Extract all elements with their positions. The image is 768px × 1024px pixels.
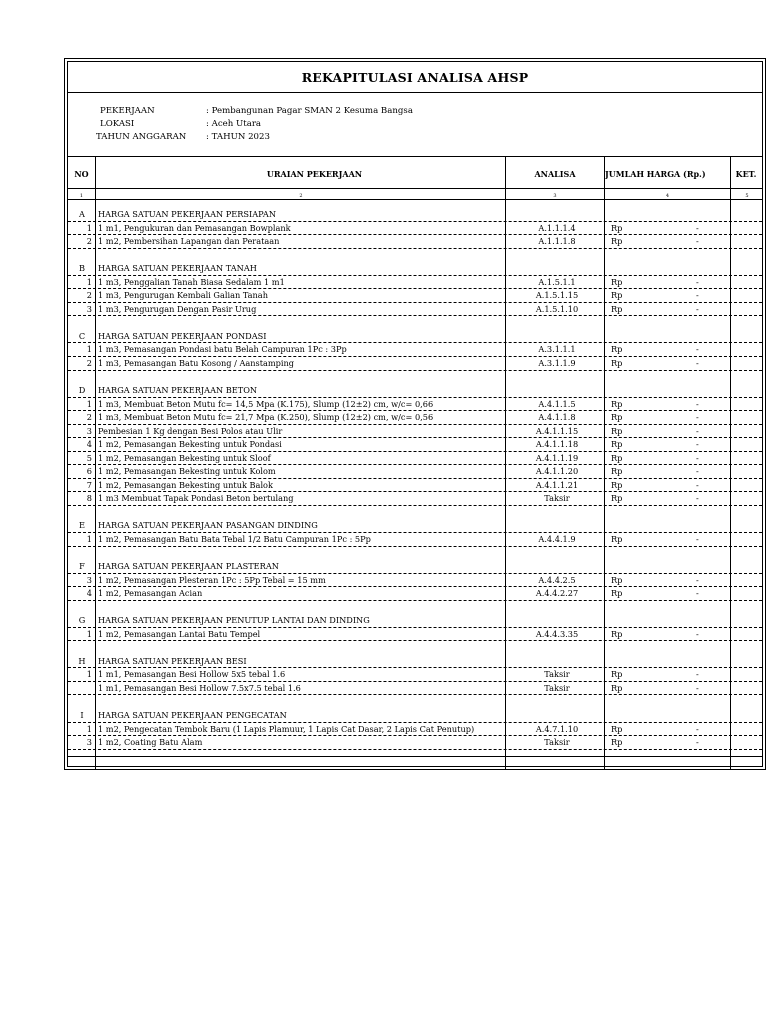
row-amount: - [696,737,699,748]
row-amount: - [696,628,699,639]
row-analisa-code: A.4.4.1.9 [538,534,576,544]
section-code: C [78,330,86,341]
section-code: I [80,709,84,720]
info-label-tahun: TAHUN ANGGARAN [96,132,187,142]
row-description: 1 m2, Pemasangan Bekesting untuk Balok [98,479,273,490]
row-description: 1 m1, Pengukuran dan Pemasangan Bowplank [98,222,291,233]
row-currency: Rp [611,628,623,639]
row-amount: - [696,303,699,314]
row-number: 1 [86,276,92,287]
row-amount: - [696,669,699,680]
colnum-2: 2 [299,193,303,199]
row-description: 1 m2, Coating Batu Alam [98,737,203,748]
table-row [68,438,762,452]
row-amount: - [696,493,699,504]
row-amount: - [696,412,699,423]
section-title: HARGA SATUAN PEKERJAAN BETON [98,385,258,395]
row-currency: Rp [611,303,623,314]
document-sheet [64,58,766,770]
row-number: 1 [86,222,92,233]
section-title: HARGA SATUAN PEKERJAAN PASANGAN DINDING [98,520,318,531]
section-code: H [78,655,86,666]
info-value-tahun: : TAHUN 2023 [206,132,270,142]
row-currency: Rp [611,439,623,450]
table-row [68,682,762,696]
row-currency: Rp [611,452,623,463]
row-currency: Rp [611,290,623,301]
row-number: 2 [86,357,92,368]
row-currency: Rp [611,682,623,693]
row-currency: Rp [611,412,623,423]
row-description: 1 m2, Pemasangan Plesteran 1Pc : 5Pp Tebal = 15 mm [98,574,326,585]
row-amount: - [696,588,699,599]
row-analisa-code: Taksir [544,493,570,504]
row-number: 1 [86,628,92,639]
table-row [68,452,762,466]
colnum-4: 4 [665,193,670,199]
row-currency: Rp [611,479,623,490]
row-amount: - [696,479,699,490]
section-row [68,709,762,723]
row-number: 3 [86,425,92,436]
row-amount: - [696,534,699,544]
row-analisa-code: A.1.5.1.10 [535,303,579,314]
section-title: HARGA SATUAN PEKERJAAN TANAH [98,263,257,274]
row-description: 1 m3 Membuat Tapak Pondasi Beton bertulang [98,493,294,504]
row-analisa-code: Taksir [544,737,570,748]
row-description: 1 m3, Membuat Beton Mutu fc= 14,5 Mpa (K.175), Slump (12±2) cm, w/c= 0,66 [98,398,434,409]
section-title: HARGA SATUAN PEKERJAAN PERSIAPAN [98,209,276,219]
row-number: 2 [86,412,92,423]
colnum-3: 3 [553,193,557,199]
row-description: 1 m3, Pengurugan Kembali Galian Tanah [98,290,268,301]
table-row [68,222,762,236]
row-currency: Rp [611,669,623,680]
row-number: 1 [86,398,92,409]
row-number: 1 [86,534,92,544]
section-row [68,614,762,628]
row-analisa-code: A.4.1.1.20 [535,466,579,477]
table-row [68,723,762,737]
section-title: HARGA SATUAN PEKERJAAN PLASTERAN [98,561,279,572]
section-row [68,384,762,398]
section-code: G [78,615,86,626]
row-currency: Rp [611,723,623,734]
row-currency: Rp [611,425,623,436]
row-number: 1 [86,344,92,355]
section-row [68,330,762,344]
header-analisa: ANALISA [534,169,576,179]
row-analisa-code: A.3.1.1.1 [538,344,576,355]
section-code: A [79,209,85,219]
row-number: 5 [86,452,92,463]
table-row [68,668,762,682]
row-amount: - [696,276,699,287]
row-description: 1 m3, Pengurugan Dengan Pasir Urug [98,303,257,314]
row-description: 1 m2, Pemasangan Acian [98,588,203,599]
row-analisa-code: A.4.1.1.19 [535,452,579,463]
header-no: NO [74,169,89,179]
row-number: 2 [86,236,92,247]
row-analisa-code: A.4.1.1.5 [538,398,576,409]
section-code: B [78,263,86,274]
section-row [68,208,762,222]
row-currency: Rp [611,493,623,504]
header-jumlah: JUMLAH HARGA (Rp.) [605,169,706,179]
table-row [68,276,762,290]
row-separator [68,505,762,506]
row-analisa-code: A.1.1.1.4 [538,222,576,233]
row-separator [68,315,762,316]
row-analisa-code: A.3.1.1.9 [538,357,576,368]
table-row [68,533,762,547]
row-number: 3 [86,737,92,748]
section-title: HARGA SATUAN PEKERJAAN BESI [98,655,247,666]
row-amount: - [696,425,699,436]
row-currency: Rp [611,574,623,585]
row-description: 1 m2, Pemasangan Batu Bata Tebal 1/2 Batu Campuran 1Pc : 5Pp [98,534,371,544]
info-value-lokasi: : Aceh Utara [206,119,262,129]
document-frame [67,61,763,767]
table-row [68,492,762,506]
row-number: 4 [86,588,92,599]
row-description: 1 m2, Pemasangan Bekesting untuk Sloof [98,452,271,463]
colnum-bottom-rule [68,199,762,200]
row-analisa-code: A.4.1.1.8 [538,412,576,423]
section-row [68,655,762,669]
document-title: REKAPITULASI ANALISA AHSP [301,70,529,85]
table-row [68,398,762,412]
row-description: 1 m2, Pemasangan Bekesting untuk Kolom [98,466,276,477]
row-description: 1 m3, Pemasangan Batu Kosong / Aanstamping [98,357,295,368]
row-analisa-code: A.1.5.1.1 [538,276,576,287]
row-currency: Rp [611,357,623,368]
info-label-pekerjaan: PEKERJAAN [100,106,155,116]
table-row [68,628,762,642]
row-description: 1 m3, Penggalian Tanah Biasa Sedalam 1 m1 [98,276,285,287]
section-code: D [78,385,86,395]
row-analisa-code: A.4.1.1.18 [535,439,579,450]
row-analisa-code: A.4.7.1.10 [535,723,579,734]
row-number: 6 [86,466,92,477]
section-code: E [79,520,85,531]
row-analisa-code: A.1.5.1.15 [535,290,579,301]
table-row [68,357,762,371]
title-divider [68,92,762,93]
row-currency: Rp [611,236,623,247]
row-amount: - [696,357,699,368]
row-description: 1 m2, Pembersihan Lapangan dan Perataan [98,236,280,247]
colnum-1: 1 [79,193,84,199]
row-separator [68,546,762,547]
header-bottom-rule [68,188,762,189]
row-description: 1 m2, Pemasangan Bekesting untuk Pondasi [98,439,282,450]
section-title: HARGA SATUAN PEKERJAAN PENGECATAN [98,709,287,720]
row-description: 1 m2, Pemasangan Lantai Batu Tempel [98,628,261,639]
row-separator [68,749,762,750]
row-currency: Rp [611,737,623,748]
section-row [68,560,762,574]
row-currency: Rp [611,398,623,409]
row-description: 1 m3, Pemasangan Pondasi batu Belah Campuran 1Pc : 3Pp [98,344,347,355]
row-separator [68,600,762,601]
row-number: 3 [86,574,92,585]
row-number: 7 [86,479,92,490]
row-number: 2 [86,290,92,301]
row-analisa-code: Taksir [544,669,570,680]
row-amount: - [696,466,699,477]
row-amount: - [696,344,699,355]
row-analisa-code: Taksir [544,682,570,693]
section-row [68,519,762,533]
table-row [68,425,762,439]
colnum-5: 5 [745,193,749,199]
row-amount: - [696,398,699,409]
row-currency: Rp [611,534,623,544]
row-separator [68,248,762,249]
table-row [68,343,762,357]
header-ket: KET. [735,169,757,179]
row-number: 8 [86,493,92,504]
section-row [68,262,762,276]
table-row [68,465,762,479]
info-value-pekerjaan: : Pembangunan Pagar SMAN 2 Kesuma Bangsa [206,106,413,116]
table-row [68,479,762,493]
row-number: 4 [86,439,92,450]
row-analisa-code: A.4.1.1.21 [535,479,579,490]
row-currency: Rp [611,276,623,287]
row-description: 1 m1, Pemasangan Besi Hollow 7.5x7.5 tebal 1.6 [98,682,301,693]
row-currency: Rp [611,222,623,233]
row-description: 1 m1, Pemasangan Besi Hollow 5x5 tebal 1.6 [98,669,286,680]
row-number: 1 [86,723,92,734]
row-number: 1 [86,669,92,680]
table-row [68,574,762,588]
row-number: 3 [86,303,92,314]
row-separator [68,694,762,695]
table-row [68,736,762,750]
row-separator [68,640,762,641]
row-amount: - [696,723,699,734]
row-amount: - [696,290,699,301]
table-row [68,235,762,249]
row-description: 1 m3, Membuat Beton Mutu fc= 21,7 Mpa (K.250), Slump (12±2) cm, w/c= 0,56 [98,412,434,423]
header-uraian: URAIAN PEKERJAAN [266,169,363,179]
row-currency: Rp [611,466,623,477]
table-row [68,587,762,601]
info-label-lokasi: LOKASI [100,119,135,129]
row-amount: - [696,222,699,233]
row-description: Pembesian 1 Kg dengan Besi Polos atau Ulir [98,425,283,436]
table-row [68,303,762,317]
header-top-rule [68,156,762,157]
row-analisa-code: A.1.1.1.8 [538,236,576,247]
table-row [68,289,762,303]
row-amount: - [696,452,699,463]
row-amount: - [696,574,699,585]
section-title: HARGA SATUAN PEKERJAAN PENUTUP LANTAI DAN DINDING [98,615,370,626]
row-analisa-code: A.4.4.2.27 [535,588,579,599]
row-amount: - [696,682,699,693]
row-separator [68,370,762,371]
table-row [68,411,762,425]
section-code: F [79,561,85,572]
row-analisa-code: A.4.4.3.35 [535,628,579,639]
row-currency: Rp [611,588,623,599]
row-analisa-code: A.4.4.2.5 [538,574,576,585]
row-amount: - [696,439,699,450]
row-currency: Rp [611,344,623,355]
row-amount: - [696,236,699,247]
section-title: HARGA SATUAN PEKERJAAN PONDASI [98,330,267,341]
row-description: 1 m2, Pengecatan Tembok Baru (1 Lapis Plamuur, 1 Lapis Cat Dasar, 2 Lapis Cat Penutup) [98,723,475,734]
row-analisa-code: A.4.1.1.15 [535,425,579,436]
table-end-rule [68,756,762,757]
